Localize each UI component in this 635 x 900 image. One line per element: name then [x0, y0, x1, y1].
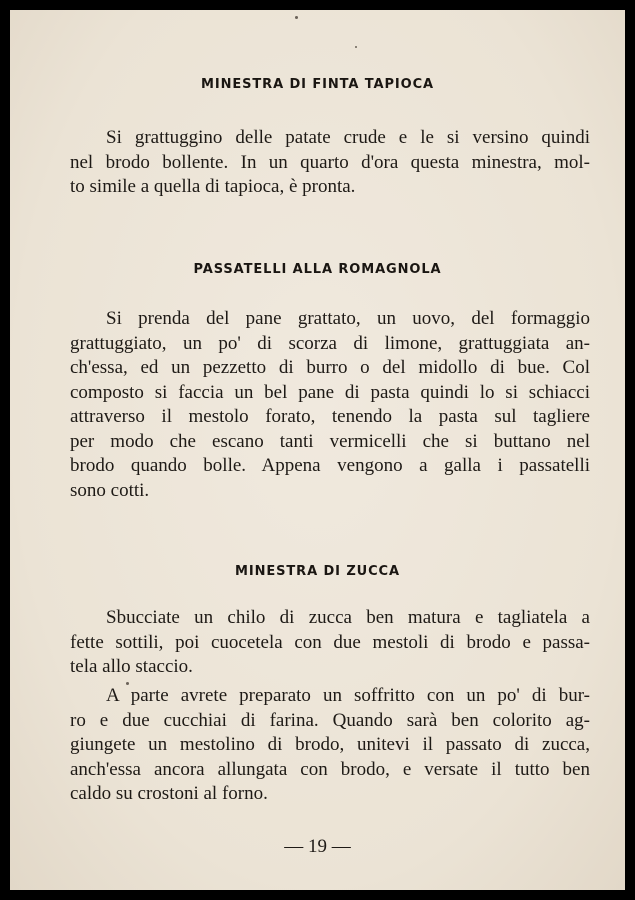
text-line: nel brodo bollente. In un quarto d'ora questa minestra, mol-: [70, 151, 590, 173]
section-title: MINESTRA DI FINTA TAPIOCA: [201, 77, 434, 92]
text-line: composto si faccia un bel pane di pasta quindi lo si schiacci: [70, 381, 590, 403]
text-line: giungete un mestolino di brodo, unitevi il passato di zucca,: [70, 734, 590, 755]
section-paragraph: [70, 126, 590, 200]
text-line: Si grattuggino delle patate crude e le si versino quindi: [106, 127, 590, 148]
text-line: Sbucciate un chilo di zucca ben matura e tagliatela a: [106, 607, 590, 628]
text-line: A parte avrete preparato un soffritto con un po' di bur-: [106, 685, 590, 706]
book-page: [10, 10, 625, 890]
text-line: sono cotti.: [70, 479, 150, 501]
text-line: per modo che escano tanti vermicelli che si buttano nel: [70, 430, 590, 452]
section-title: MINESTRA DI ZUCCA: [235, 564, 400, 579]
section-paragraph: [70, 606, 590, 680]
text-line: to simile a quella di tapioca, è pronta.: [70, 176, 356, 197]
text-line: Si prenda del pane grattato, un uovo, del formaggio: [106, 308, 590, 329]
text-line: anch'essa ancora allungata con brodo, e versate il tutto ben: [70, 758, 590, 780]
text-line: tela allo staccio.: [70, 656, 193, 677]
text-line: ch'essa, ed un pezzetto di burro o del midollo di bue. Col: [70, 357, 590, 378]
page-number: — 19 —: [284, 836, 351, 857]
section-title: PASSATELLI ALLA ROMAGNOLA: [193, 262, 442, 277]
text-line: grattuggiato, un po' di scorza di limone, grattuggiata an-: [70, 332, 590, 354]
text-line: ro e due cucchiai di farina. Quando sarà ben colorito ag-: [70, 709, 590, 731]
text-line: brodo quando bolle. Appena vengono a galla i passatelli: [70, 455, 590, 476]
section-paragraph: [70, 307, 590, 503]
paper-speck: [295, 16, 298, 19]
paper-speck: [355, 46, 357, 48]
section-paragraph: [70, 684, 590, 807]
text-line: fette sottili, poi cuocetela con due mestoli di brodo e passa-: [70, 631, 590, 653]
text-line: attraverso il mestolo forato, tenendo la pasta sul tagliere: [70, 406, 590, 427]
text-line: caldo su crostoni al forno.: [70, 783, 268, 804]
